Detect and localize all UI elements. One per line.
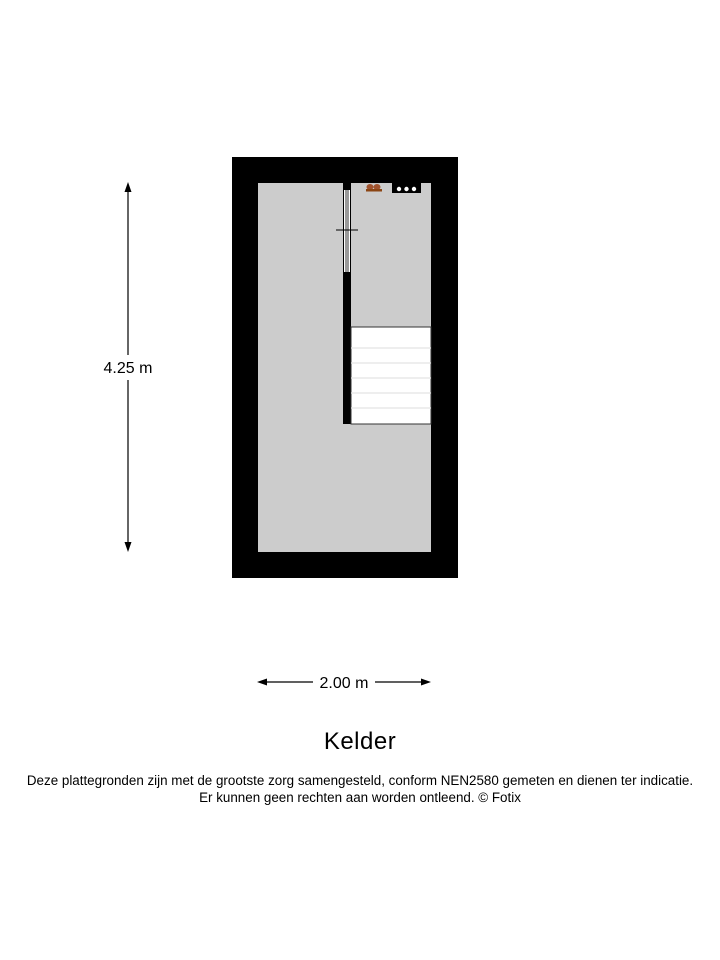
height-dimension: [104, 182, 153, 552]
height-dimension-label: 4.25 m: [103, 360, 153, 377]
floor-title: Kelder: [323, 728, 397, 755]
inner-wall: [343, 272, 351, 424]
disclaimer-line-2: Er kunnen geen rechten aan worden ontleend. © Fotix: [199, 790, 521, 805]
disclaimer: [0, 772, 720, 806]
staircase: [351, 327, 431, 424]
width-dimension: [257, 675, 431, 692]
width-dimension-label: 2.00 m: [319, 675, 369, 692]
inner-wall-stub: [343, 183, 351, 190]
disclaimer-line-1: Deze plattegronden zijn met de grootste zorg samengesteld, conform NEN2580 gemeten en dienen ter indicatie.: [26, 773, 694, 788]
meter-cabinet-icon: [392, 183, 421, 193]
